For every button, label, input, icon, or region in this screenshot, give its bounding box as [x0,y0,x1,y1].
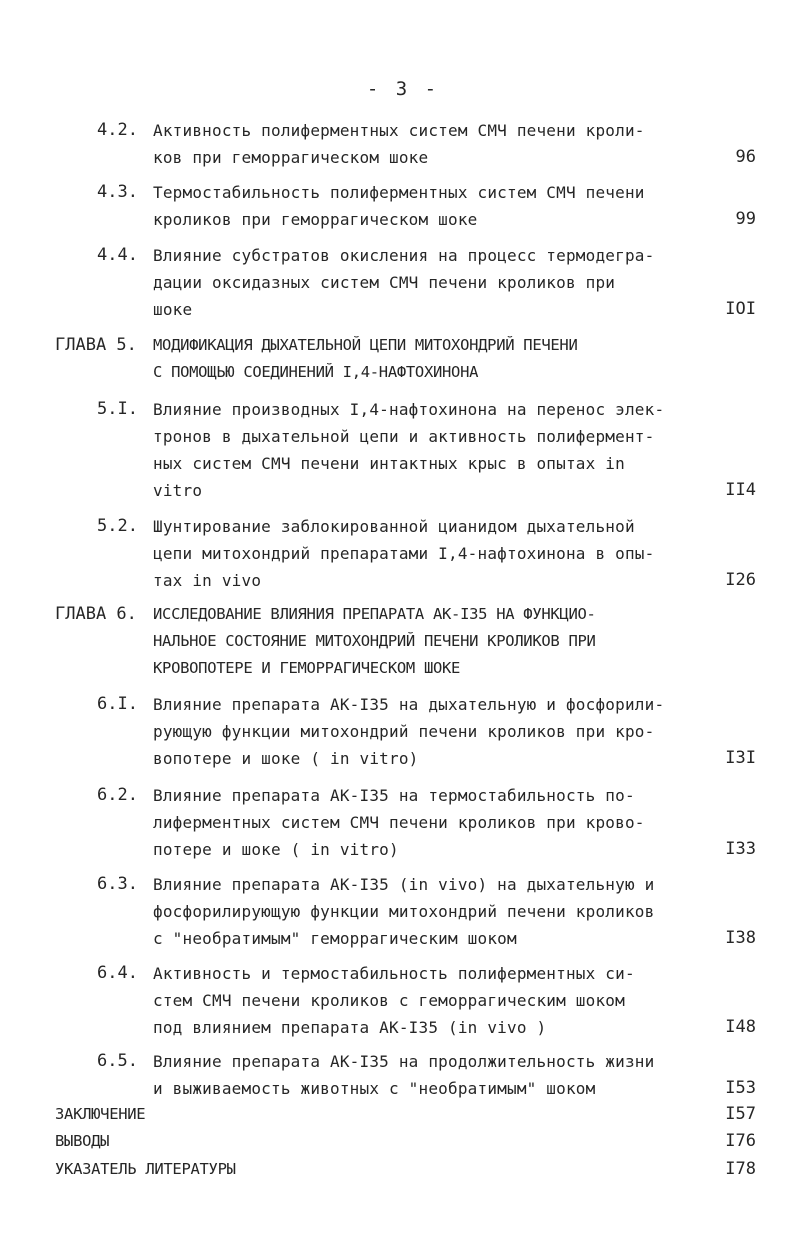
section-number: 6.I. [97,694,138,714]
page-ref: 99 [735,209,756,229]
page-ref: I53 [725,1078,756,1098]
section-number: 5.2. [97,516,138,536]
chapter-title: МОДИФИКАЦИЯ ДЫХАТЕЛЬНОЙ ЦЕПИ МИТОХОНДРИЙ ПЕЧЕНИ С ПОМОЩЬЮ СОЕДИНЕНИЙ I,4-НАФТОХИНОНА [153,336,578,381]
section-title: Влияние препарата АК-I35 на продолжительность жизни и выживаемость животных с "необратимым" шоком [153,1052,655,1098]
page-ref: I57 [725,1104,756,1124]
section-title: Термостабильность полиферментных систем СМЧ печени кроликов при геморрагическом шоке [153,183,645,229]
section-number: 6.5. [97,1051,138,1071]
page-ref: I38 [725,928,756,948]
chapter-number: ГЛАВА 5. [55,335,137,355]
back-matter-title: УКАЗАТЕЛЬ ЛИТЕРАТУРЫ [55,1160,236,1178]
section-title: Влияние производных I,4-нафтохинона на перенос элек- тронов в дыхательной цепи и активность полифермент- ных систем СМЧ печени интактных крыс в опытах in vitro [153,400,665,500]
section-title: Влияние субстратов окисления на процесс термодегра- дации оксидазных систем СМЧ печени кроликов при шоке [153,246,655,319]
page-ref: I48 [725,1017,756,1037]
section-title: Активность и термостабильность полиферментных си- стем СМЧ печени кроликов с геморрагическим шоком под влиянием препарата АК-I35 (in vivo ) [153,964,635,1037]
page-ref: I33 [725,839,756,859]
section-number: 6.3. [97,874,138,894]
page-ref: I78 [725,1159,756,1179]
page-ref: I3I [725,748,756,768]
page-ref: I76 [725,1131,756,1151]
section-number: 4.4. [97,245,138,265]
section-title: Влияние препарата АК-I35 на дыхательную и фосфорили- рующую функции митохондрий печени кроликов при кро- вопотере и шоке ( in vitro) [153,695,665,768]
page-ref: I26 [725,570,756,590]
section-number: 5.I. [97,399,138,419]
section-title: Влияние препарата АК-I35 (in vivo) на дыхательную и фосфорилирующую функции митохондрий печени кроликов с "необратимым" геморрагическим шоком [153,875,655,948]
page-ref: II4 [725,480,756,500]
page-ref: 96 [735,147,756,167]
section-number: 4.3. [97,182,138,202]
section-title: Активность полиферментных систем СМЧ печени кроли- ков при геморрагическом шоке [153,121,645,167]
page-number: - 3 - [366,78,440,100]
section-title: Шунтирование заблокированной цианидом дыхательной цепи митохондрий препаратами I,4-нафтохинона в опы- тах in vivo [153,517,655,590]
chapter-title: ИССЛЕДОВАНИЕ ВЛИЯНИЯ ПРЕПАРАТА АК-I35 НА ФУНКЦИО- НАЛЬНОЕ СОСТОЯНИЕ МИТОХОНДРИЙ ПЕЧЕНИ КРОЛИКОВ ПРИ КРОВОПОТЕРЕ И ГЕМОРРАГИЧЕСКОМ ШОКЕ [153,605,596,677]
section-number: 6.4. [97,963,138,983]
section-title: Влияние препарата АК-I35 на термостабильность по- лиферментных систем СМЧ печени кроликов при крово- потере и шоке ( in vitro) [153,786,645,859]
page-ref: IOI [725,299,756,319]
chapter-number: ГЛАВА 6. [55,604,137,624]
back-matter-title: ВЫВОДЫ [55,1132,110,1150]
back-matter-title: ЗАКЛЮЧЕНИЕ [55,1105,146,1123]
section-number: 6.2. [97,785,138,805]
section-number: 4.2. [97,120,138,140]
